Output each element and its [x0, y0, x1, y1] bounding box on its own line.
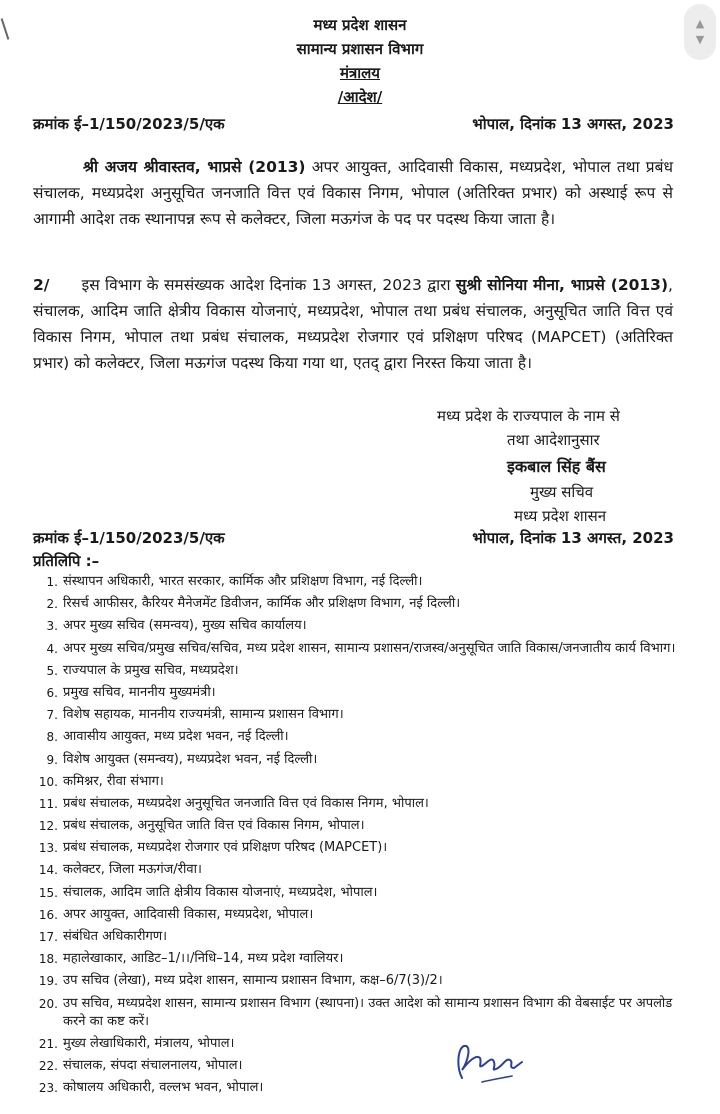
list-item — [30, 640, 690, 658]
header-ministry: मंत्रालय — [339, 64, 380, 82]
list-item-text: संचालक, संपदा संचालनालय, भोपाल। — [63, 1057, 243, 1073]
list-item-text: प्रबंध संचालक, अनुसूचित जाति वित्त एवं विकास निगम, भोपाल। — [63, 818, 365, 834]
list-item — [30, 773, 690, 791]
list-item — [30, 1057, 690, 1075]
list-item — [30, 884, 690, 902]
list-item-text: कमिश्नर, रीवा संभाग। — [63, 773, 164, 789]
list-item-number: 9. — [46, 752, 58, 767]
list-item-text: विशेष आयुक्त (समन्वय), मध्यप्रदेश भवन, नई दिल्ली। — [63, 751, 318, 767]
list-item-text: संबंधित अधिकारीगण। — [63, 929, 168, 944]
header-department: सामान्य प्रशासन विभाग — [296, 40, 424, 58]
copy-order-place-date: भोपाल, दिनांक 13 अगस्त, 2023 — [472, 529, 674, 547]
list-item-text: अपर मुख्य सचिव/प्रमुख सचिव/सचिव, मध्य प्रदेश शासन, सामान्य प्रशासन/राजस्व/अनुसूचित जाति विकास/जनजातीय कार्य विभाग। — [63, 640, 676, 656]
signatory-office: मध्य प्रदेश शासन — [514, 507, 607, 525]
list-item-text: विशेष सहायक, माननीय राज्यमंत्री, सामान्य प्रशासन विभाग। — [63, 707, 344, 723]
signature-authority: मध्य प्रदेश के राज्यपाल के नाम से — [437, 407, 620, 425]
list-item — [30, 728, 690, 746]
list-item-text: प्रमुख सचिव, माननीय मुख्यमंत्री। — [63, 684, 216, 700]
list-item — [30, 972, 690, 990]
list-item-text: उप सचिव, मध्यप्रदेश शासन, सामान्य प्रशासन विभाग (स्थापना)। उक्त आदेश को सामान्य प्रशासन विभाग की वेबसाईट पर अपलोड करने का कष्ट करें। — [63, 995, 673, 1029]
header-order: /आदेश/ — [337, 88, 383, 106]
handwritten-initials — [452, 1032, 532, 1092]
list-item-number: 17. — [38, 930, 58, 944]
list-item-number: 4. — [46, 641, 58, 656]
list-item-text: संचालक, आदिम जाति क्षेत्रीय विकास योजनाएं, मध्यप्रदेश, भोपाल। — [63, 884, 378, 900]
list-item-text: उप सचिव (लेखा), मध्य प्रदेश शासन, सामान्य प्रशासन विभाग, कक्ष–6/7(3)/2। — [63, 973, 443, 989]
list-item-text: अपर आयुक्त, आदिवासी विकास, मध्यप्रदेश, भोपाल। — [63, 906, 314, 922]
list-item — [30, 595, 690, 613]
list-item-number: 18. — [38, 952, 58, 967]
list-item-number: 6. — [46, 685, 58, 700]
list-item-text: संस्थापन अधिकारी, भारत सरकार, कार्मिक और प्रशिक्षण विभाग, नई दिल्ली। — [63, 574, 423, 589]
list-item-number: 8. — [46, 730, 58, 745]
list-item-text: कलेक्टर, जिला मऊगंज/रीवा। — [63, 862, 202, 878]
list-item — [30, 751, 690, 769]
list-item-text: राज्यपाल के प्रमुख सचिव, मध्यप्रदेश। — [63, 662, 239, 678]
signature-order: तथा आदेशानुसार — [507, 431, 600, 449]
list-item-number: 2. — [46, 597, 58, 612]
signatory-designation: मुख्य सचिव — [530, 483, 594, 501]
paragraph-1-text: अपर आयुक्त, आदिवासी विकास, मध्यप्रदेश, भोपाल तथा प्रबंध संचालक, मध्यप्रदेश अनुसूचित जनजाति वित्त एवं विकास निगम, भोपाल (अतिरिक्त प्रभार) को अस्थाई रूप से आगामी आदेश तक स्थानापन्न रूप से कलेक्टर, जिला मऊगंज के पद पर पदस्थ किया जाता है। — [33, 158, 673, 228]
paragraph-1 — [33, 154, 673, 232]
list-item-number: 7. — [46, 708, 58, 723]
list-item-text: कोषालय अधिकारी, वल्लभ भवन, भोपाल। — [63, 1080, 264, 1096]
list-item-number: 21. — [38, 1036, 58, 1051]
list-item — [30, 950, 690, 968]
list-item-number: 20. — [38, 996, 58, 1011]
list-item — [30, 1079, 690, 1097]
list-item-number: 11. — [38, 796, 58, 811]
officer-name-2: सुश्री सोनिया मीना, भाप्रसे (2013) — [455, 276, 669, 294]
list-item-number: 23. — [38, 1081, 58, 1096]
list-item — [30, 1035, 690, 1053]
header-state: मध्य प्रदेश शासन — [313, 16, 407, 34]
officer-name-1: श्री अजय श्रीवास्तव, भाप्रसे (2013) — [83, 158, 306, 176]
list-item — [30, 617, 690, 635]
signatory-name: इकबाल सिंह बैंस — [507, 457, 606, 476]
list-item-number: 12. — [38, 819, 58, 834]
list-item-text: प्रबंध संचालक, मध्यप्रदेश अनुसूचित जनजाति वित्त एवं विकास निगम, भोपाल। — [63, 795, 429, 811]
list-item-text: अपर मुख्य सचिव (समन्वय), मुख्य सचिव कार्यालय। — [63, 618, 307, 634]
paragraph-2-text-a: इस विभाग के समसंख्यक आदेश दिनांक 13 अगस्त, 2023 द्वारा — [81, 276, 456, 294]
chevron-up-icon[interactable]: ▲ — [695, 17, 705, 30]
list-item-number: 1. — [46, 575, 58, 589]
list-item-number: 3. — [46, 619, 58, 634]
list-item — [30, 928, 690, 946]
list-item-text: महालेखाकार, आडिट–1/।।/निधि–14, मध्य प्रदेश ग्वालियर। — [63, 951, 344, 967]
list-item-number: 5. — [46, 663, 58, 678]
list-item-number: 16. — [38, 907, 58, 922]
paragraph-2-number: 2/ — [33, 276, 50, 294]
list-item-number: 10. — [38, 774, 58, 789]
list-item — [30, 861, 690, 879]
list-item-number: 14. — [38, 863, 58, 878]
order-number: क्रमांक ई–1/150/2023/5/एक — [33, 115, 225, 133]
order-place-date: भोपाल, दिनांक 13 अगस्त, 2023 — [472, 115, 674, 133]
list-item — [30, 684, 690, 702]
list-item-text: प्रबंध संचालक, मध्यप्रदेश रोजगार एवं प्रशिक्षण परिषद (MAPCET)। — [63, 840, 388, 856]
list-item — [30, 795, 690, 813]
list-item — [30, 995, 690, 1031]
copy-order-number: क्रमांक ई–1/150/2023/5/एक — [33, 529, 225, 547]
list-item — [30, 839, 690, 857]
list-item — [30, 706, 690, 724]
list-item-number: 13. — [38, 841, 58, 856]
list-item — [30, 817, 690, 835]
list-item-text: रिसर्च आफीसर, कैरियर मैनेजमेंट डिवीजन, कार्मिक और प्रशिक्षण विभाग, नई दिल्ली। — [63, 596, 461, 612]
list-item-number: 15. — [38, 885, 58, 900]
list-item — [30, 573, 690, 591]
copy-heading: प्रतिलिपि :– — [33, 552, 100, 570]
copy-recipient-list — [30, 573, 690, 1101]
list-item-number: 22. — [38, 1058, 58, 1073]
list-item — [30, 662, 690, 680]
list-item-text: मुख्य लेखाधिकारी, मंत्रालय, भोपाल। — [63, 1035, 235, 1051]
list-item-text: आवासीय आयुक्त, मध्य प्रदेश भवन, नई दिल्ली। — [63, 729, 289, 745]
paragraph-2 — [33, 272, 673, 376]
paragraph-2-text-b: , संचालक, आदिम जाति क्षेत्रीय विकास योजनाएं, मध्यप्रदेश, भोपाल तथा प्रबंध संचालक, अनुसूचित जाति वित्त एवं विकास निगम, भोपाल तथा प्रबंध संचालक, मध्यप्रदेश रोजगार एवं प्रशिक्षण परिषद (MAPCET) (अतिरिक्त प्रभार) को कलेक्टर, जिला मऊगंज पदस्थ किया गया था, एतद् द्वारा निरस्त किया जाता है। — [33, 276, 673, 372]
chevron-down-icon[interactable]: ▼ — [695, 33, 705, 46]
list-item-number: 19. — [38, 974, 58, 989]
list-item — [30, 906, 690, 924]
